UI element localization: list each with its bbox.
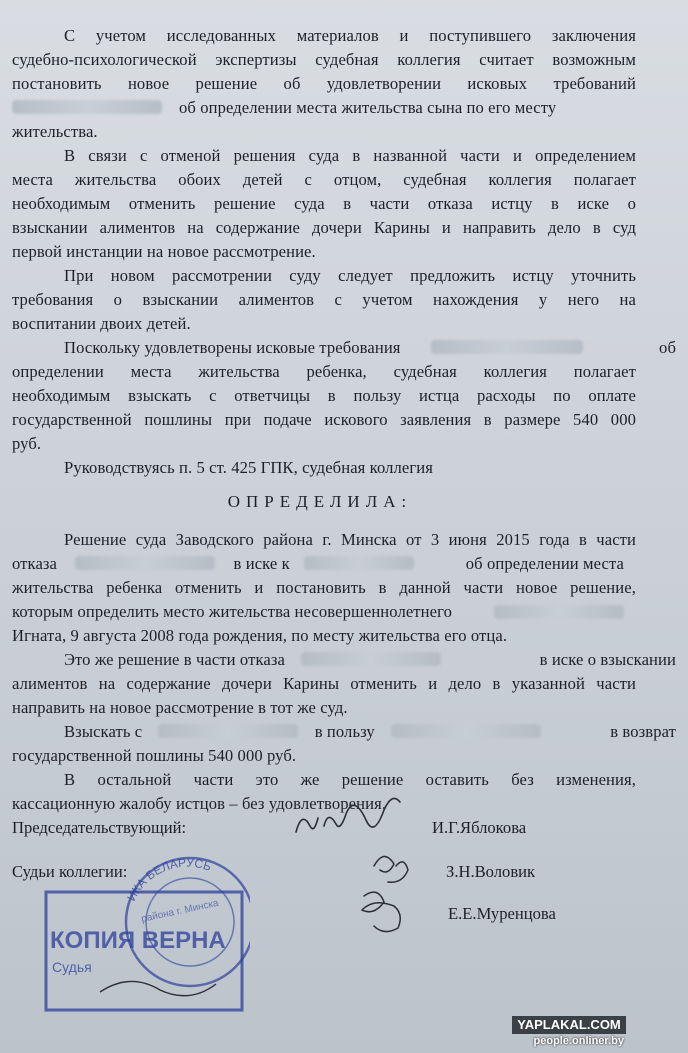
redacted-name bbox=[494, 605, 624, 619]
stamp-word: КОПИЯ ВЕРНА bbox=[50, 927, 226, 954]
text-line: жительства ребенка отменить и постановить в данной части новое решение, bbox=[12, 578, 636, 597]
chair-label: Председательствующий: bbox=[12, 818, 187, 837]
text-line: Руководствуясь п. 5 ст. 425 ГПК, судебная коллегия bbox=[64, 458, 433, 477]
text-fragment: Это же решение в части отказа bbox=[64, 650, 285, 669]
text-fragment: в иске о взыскании bbox=[539, 650, 676, 669]
judge2-name: Е.Е.Муренцова bbox=[448, 904, 556, 923]
text-line: требования о взыскании алиментов с учетом нахождения у него на bbox=[12, 290, 636, 309]
ruling-heading: ОПРЕДЕЛИЛА: bbox=[227, 492, 413, 511]
redacted-name bbox=[391, 724, 541, 738]
text-line: взыскании алиментов на содержание дочери Карины и направить дело в суд bbox=[12, 218, 636, 237]
text-line: Решение суда Заводского района г. Минска от 3 июня 2015 года в части bbox=[64, 530, 636, 549]
stamp-arc-text: ИКА БЕЛАРУСЬ bbox=[124, 855, 214, 904]
judge-signatures bbox=[344, 836, 444, 946]
text-line: кассационную жалобу истцов – без удовлетворения. bbox=[12, 794, 387, 813]
text-line: В связи с отменой решения суда в названной части и определением bbox=[64, 146, 636, 165]
text-line: необходимым отменить решение суда в части отказа истцу в иске о bbox=[12, 194, 636, 213]
text-line-with-redaction bbox=[12, 648, 688, 672]
text-fragment: в пользу bbox=[314, 722, 375, 741]
text-line: государственной пошлины при подаче искового заявления в размере 540 000 bbox=[12, 410, 636, 429]
redacted-name bbox=[158, 724, 298, 738]
text-fragment: отказа bbox=[12, 554, 58, 573]
text-fragment: об определении места жительства сына по его месту bbox=[179, 98, 557, 117]
text-line: государственной пошлины 540 000 руб. bbox=[12, 746, 297, 765]
text-line: Игната, 9 августа 2008 года рождения, по месту жительства его отца. bbox=[12, 626, 508, 645]
text-fragment: в иске к bbox=[233, 554, 290, 573]
text-fragment: Взыскать с bbox=[64, 722, 143, 741]
text-line-with-redaction bbox=[12, 552, 636, 576]
text-line-with-redaction bbox=[12, 600, 636, 624]
text-line: воспитании двоих детей. bbox=[12, 314, 191, 333]
redacted-name bbox=[12, 100, 162, 114]
text-line: судебно-психологической экспертизы судебная коллегия считает возможным bbox=[12, 50, 636, 69]
text-line: В остальной части это же решение оставить без изменения, bbox=[64, 770, 636, 789]
copy-stamp bbox=[40, 852, 250, 1020]
text-fragment: которым определить место жительства несовершеннолетнего bbox=[12, 602, 452, 621]
redacted-name bbox=[431, 340, 583, 354]
text-line: места жительства обоих детей с отцом, судебная коллегия полагает bbox=[12, 170, 636, 189]
text-line: необходимым взыскать с ответчицы в пользу истца расходы по оплате bbox=[12, 386, 636, 405]
text-line: При новом рассмотрении суду следует предложить истцу уточнить bbox=[64, 266, 636, 285]
text-line: первой инстанции на новое рассмотрение. bbox=[12, 242, 316, 261]
chair-name: И.Г.Яблокова bbox=[432, 818, 527, 837]
text-line: руб. bbox=[12, 434, 42, 453]
redacted-name bbox=[75, 556, 215, 570]
site-label: people.onliner.by bbox=[533, 1035, 624, 1047]
judges-label: Судьи коллегии: bbox=[12, 862, 128, 881]
stamp-graphic bbox=[40, 852, 250, 1020]
text-line: жительства. bbox=[12, 122, 98, 141]
text-line: определении места жительства ребенка, судебная коллегия полагает bbox=[12, 362, 636, 381]
text-line: постановить новое решение об удовлетворении исковых требований bbox=[12, 74, 636, 93]
text-line-with-redaction bbox=[12, 336, 688, 360]
watermark: YAPLAKAL.COM bbox=[512, 1016, 626, 1034]
text-fragment: в возврат bbox=[610, 722, 676, 741]
text-line-with-redaction bbox=[12, 720, 688, 744]
stamp-judge-label: Судья bbox=[52, 959, 92, 975]
redacted-name bbox=[304, 556, 414, 570]
text-fragment: об определении места bbox=[465, 554, 624, 573]
text-line: направить на новое рассмотрение в тот же суд. bbox=[12, 698, 348, 717]
text-fragment: об bbox=[659, 338, 676, 357]
text-fragment: Поскольку удовлетворены исковые требования bbox=[64, 338, 401, 357]
text-line-with-redaction bbox=[12, 96, 636, 120]
stamp-arc-text-2: района г. Минска bbox=[140, 897, 220, 925]
redacted-name bbox=[301, 652, 441, 666]
judge1-name: З.Н.Воловик bbox=[446, 862, 536, 881]
text-line: алиментов на содержание дочери Карины отменить и дело в указанной части bbox=[12, 674, 636, 693]
text-line: С учетом исследованных материалов и поступившего заключения bbox=[64, 26, 636, 45]
